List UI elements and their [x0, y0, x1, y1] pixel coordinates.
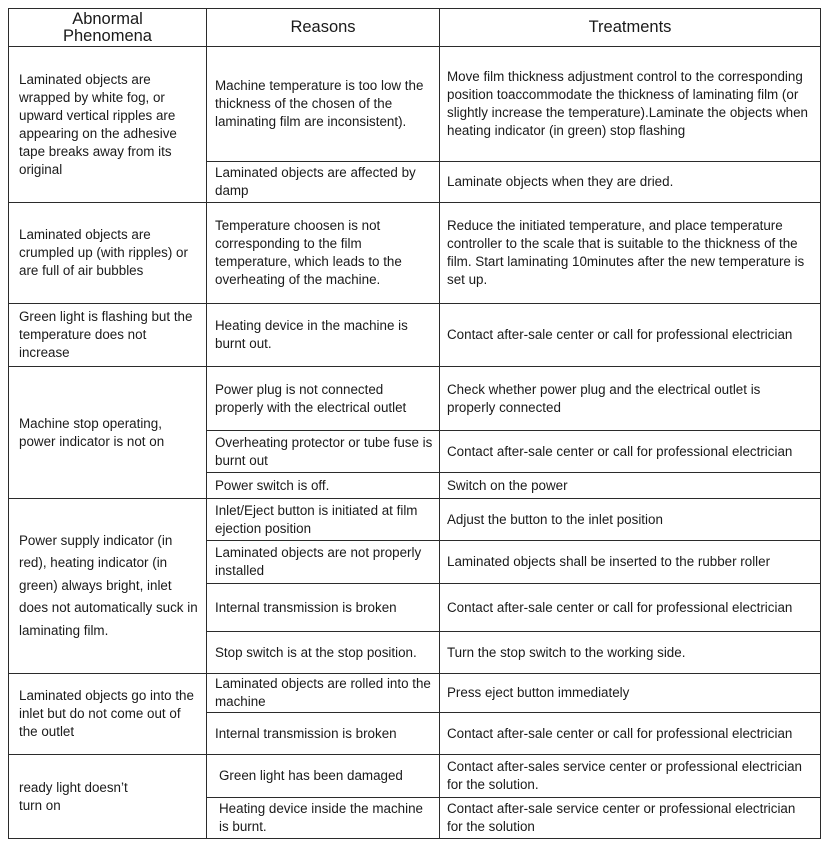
reason-cell: Laminated objects are rolled into the machine	[207, 674, 440, 713]
treatment-cell: Switch on the power	[440, 473, 821, 499]
phenomenon-cell: Green light is flashing but the temperature does not increase	[9, 304, 207, 367]
reason-cell: Laminated objects are not properly installed	[207, 541, 440, 584]
reason-cell: Temperature choosen is not corresponding to the film temperature, which leads to the overheating of the machine.	[207, 203, 440, 304]
table-row	[9, 203, 821, 304]
treatment-cell: Turn the stop switch to the working side.	[440, 632, 821, 674]
reason-cell: Stop switch is at the stop position.	[207, 632, 440, 674]
reason-cell: Heating device inside the machine is burnt.	[207, 798, 440, 839]
treatment-cell: Contact after-sale center or call for professional electrician	[440, 713, 821, 755]
treatment-cell: Contact after-sale center or call for professional electrician	[440, 304, 821, 367]
header-reasons: Reasons	[207, 9, 440, 47]
header-row	[9, 9, 821, 47]
treatment-cell: Contact after-sales service center or professional electrician for the solution.	[440, 755, 821, 798]
table-row	[9, 367, 821, 431]
phenomenon-cell: Laminated objects are wrapped by white fog, or upward vertical ripples are appearing on the adhesive tape breaks away from its original	[9, 47, 207, 203]
table-row	[9, 304, 821, 367]
table-row	[9, 674, 821, 713]
table-row	[9, 499, 821, 541]
phenomenon-cell: Machine stop operating, power indicator is not on	[9, 367, 207, 499]
treatment-cell: Contact after-sale center or call for professional electrician	[440, 584, 821, 632]
table-row	[9, 47, 821, 162]
phenomenon-cell: Laminated objects are crumpled up (with ripples) or are full of air bubbles	[9, 203, 207, 304]
reason-cell: Laminated objects are affected by damp	[207, 162, 440, 203]
reason-cell: Power plug is not connected properly with the electrical outlet	[207, 367, 440, 431]
treatment-cell: Reduce the initiated temperature, and place temperature controller to the scale that is suitable to the thickness of the film. Start laminating 10minutes after the new temperature is set up.	[440, 203, 821, 304]
treatment-cell: Adjust the button to the inlet position	[440, 499, 821, 541]
treatment-cell: Contact after-sale service center or professional electrician for the solution	[440, 798, 821, 839]
phenomenon-cell: Laminated objects go into the inlet but do not come out of the outlet	[9, 674, 207, 755]
phenomenon-cell: Power supply indicator (in red), heating indicator (in green) always bright, inlet does not automatically suck in laminating film.	[9, 499, 207, 674]
header-treatments: Treatments	[440, 9, 821, 47]
reason-cell: Internal transmission is broken	[207, 713, 440, 755]
header-phenomena: Abnormal Phenomena	[9, 9, 207, 47]
treatment-cell: Laminate objects when they are dried.	[440, 162, 821, 203]
table-row	[9, 755, 821, 798]
reason-cell: Power switch is off.	[207, 473, 440, 499]
reason-cell: Green light has been damaged	[207, 755, 440, 798]
reason-cell: Internal transmission is broken	[207, 584, 440, 632]
phenomenon-cell: ready light doesn’t turn on	[9, 755, 207, 839]
treatment-cell: Check whether power plug and the electrical outlet is properly connected	[440, 367, 821, 431]
troubleshooting-table	[8, 8, 821, 839]
reason-cell: Machine temperature is too low the thickness of the chosen of the laminating film are inconsistent).	[207, 47, 440, 162]
treatment-cell: Contact after-sale center or call for professional electrician	[440, 431, 821, 473]
treatment-cell: Move film thickness adjustment control to the corresponding position toaccommodate the thickness of laminating film (or slightly increase the temperature).Laminate the objects when heating indicator (in green) stop flashing	[440, 47, 821, 162]
treatment-cell: Press eject button immediately	[440, 674, 821, 713]
reason-cell: Overheating protector or tube fuse is burnt out	[207, 431, 440, 473]
reason-cell: Inlet/Eject button is initiated at film ejection position	[207, 499, 440, 541]
treatment-cell: Laminated objects shall be inserted to the rubber roller	[440, 541, 821, 584]
reason-cell: Heating device in the machine is burnt out.	[207, 304, 440, 367]
